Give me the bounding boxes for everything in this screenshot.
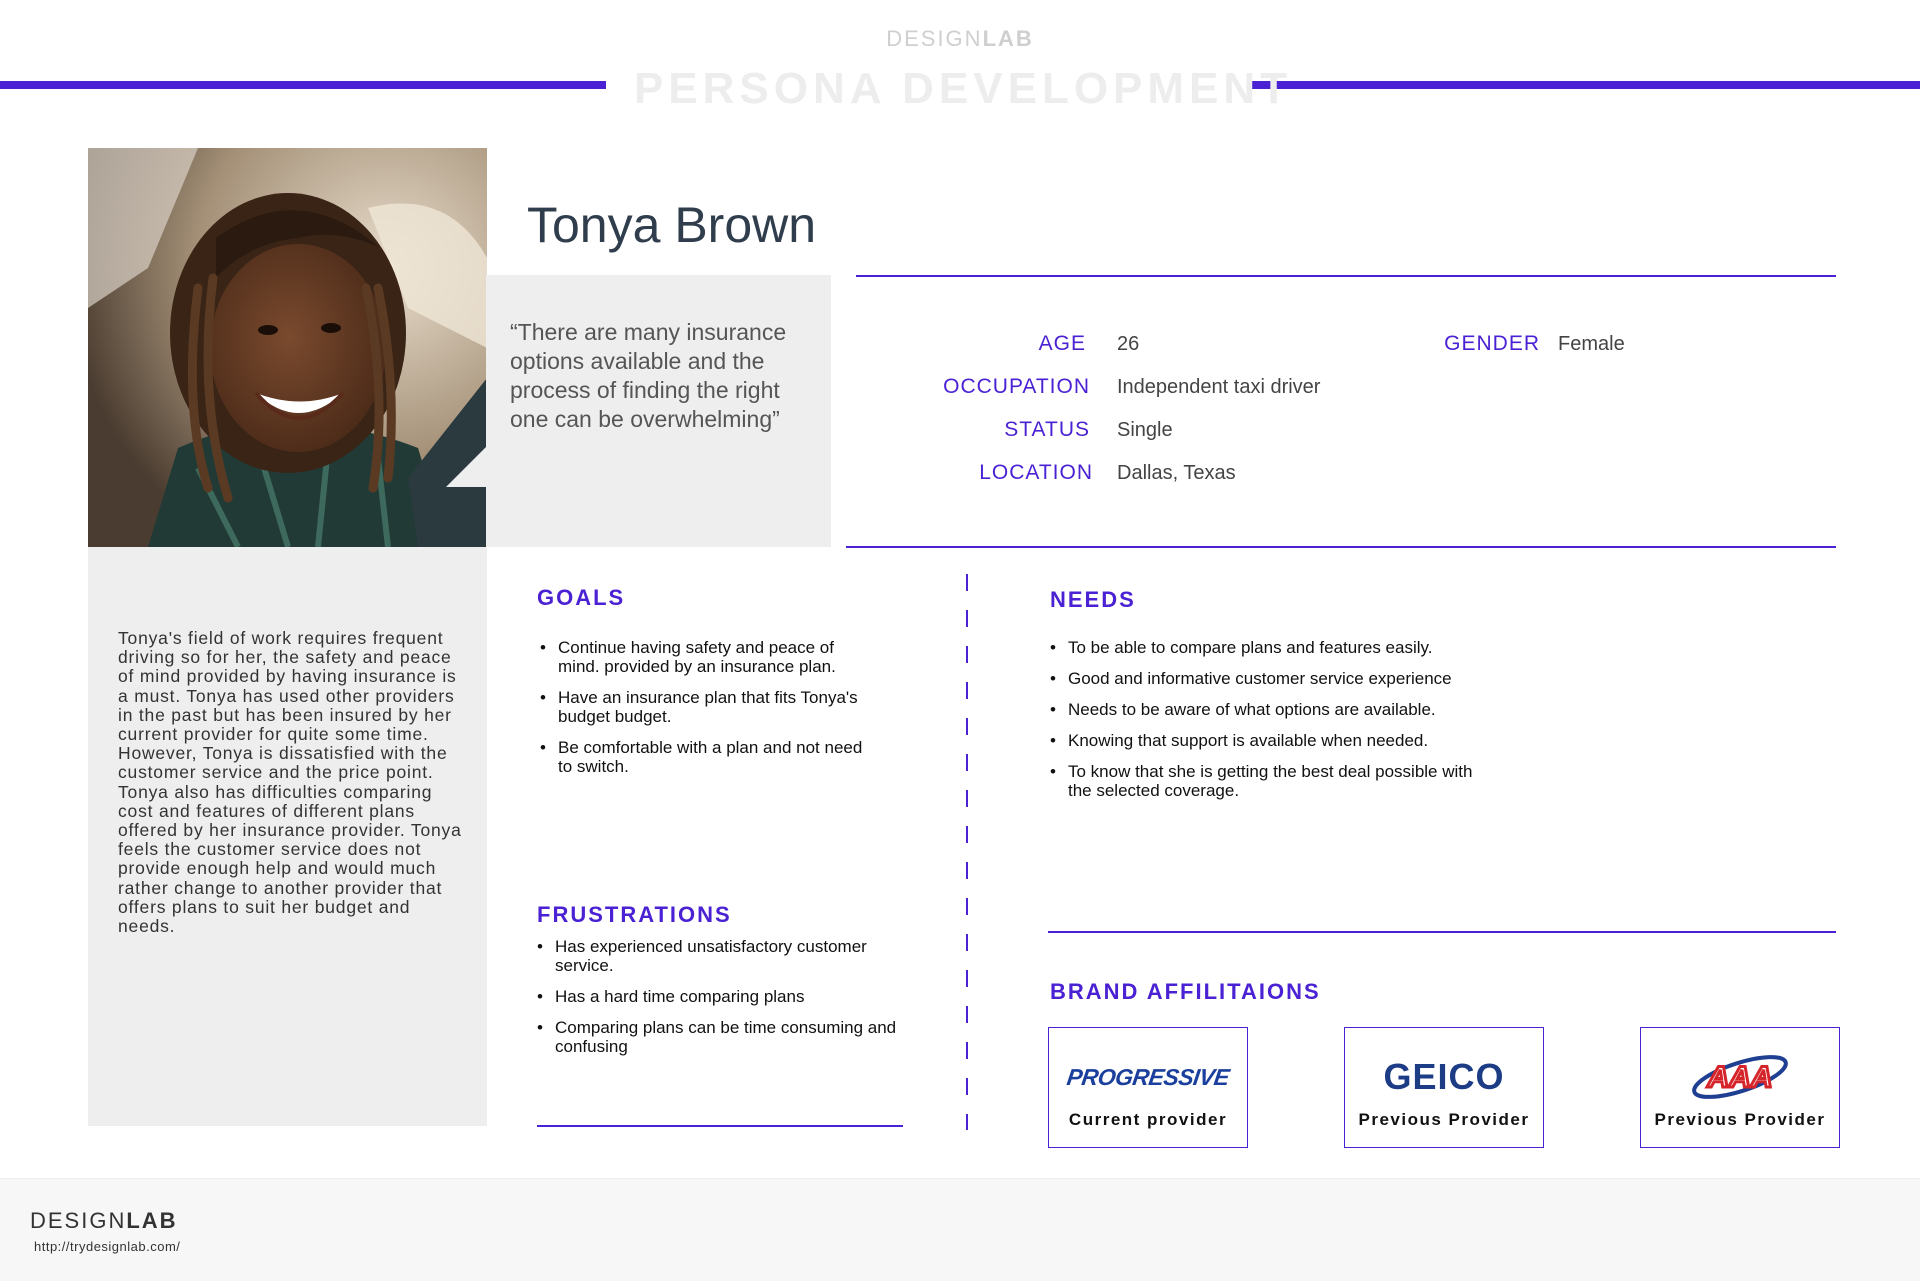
goals-heading: GOALS bbox=[537, 585, 626, 610]
brand-card-geico bbox=[1344, 1027, 1544, 1148]
geico-logo: GEICO bbox=[1383, 1056, 1505, 1097]
needs-underline bbox=[1048, 931, 1836, 933]
persona-name: Tonya Brown bbox=[527, 197, 817, 253]
name-underline bbox=[856, 275, 1836, 277]
needs-heading: NEEDS bbox=[1050, 587, 1136, 612]
list-item: • To know that she is getting the best deal possible with the selected coverage. bbox=[1048, 762, 1498, 800]
brand-card-aaa bbox=[1640, 1027, 1840, 1148]
age-label: AGE bbox=[1038, 332, 1086, 355]
footer-url[interactable]: http://trydesignlab.com/ bbox=[34, 1239, 181, 1254]
frustrations-list bbox=[535, 937, 905, 1068]
list-item: • Comparing plans can be time consuming and confusing bbox=[535, 1018, 905, 1056]
gender-label: GENDER bbox=[1444, 332, 1540, 355]
goals-list bbox=[538, 638, 868, 788]
list-item: • Knowing that support is available when needed. bbox=[1048, 731, 1498, 750]
list-item: • Have an insurance plan that fits Tonya's budget budget. bbox=[538, 688, 868, 726]
location-label: LOCATION bbox=[979, 461, 1093, 484]
list-item: • Needs to be aware of what options are available. bbox=[1048, 700, 1498, 719]
frustrations-heading: FRUSTRATIONS bbox=[537, 902, 732, 927]
occupation-value: Independent taxi driver bbox=[1117, 376, 1321, 398]
list-item: • Continue having safety and peace of mind. provided by an insurance plan. bbox=[538, 638, 868, 676]
header-brand: DESIGNLAB bbox=[886, 26, 1034, 51]
persona-photo bbox=[88, 148, 487, 547]
list-item: • Has experienced unsatisfactory customer service. bbox=[535, 937, 905, 975]
status-label: STATUS bbox=[1004, 418, 1090, 441]
svg-text:AAA: AAA bbox=[1707, 1061, 1773, 1094]
list-item: • Be comfortable with a plan and not need to switch. bbox=[538, 738, 868, 776]
list-item: • Good and informative customer service experience bbox=[1048, 669, 1498, 688]
list-item: • To be able to compare plans and features easily. bbox=[1048, 638, 1498, 657]
brand-caption: Previous Provider bbox=[1654, 1110, 1826, 1129]
brand-caption: Previous Provider bbox=[1358, 1110, 1530, 1129]
progressive-logo: PROGRESSIVE bbox=[1065, 1063, 1231, 1090]
status-value: Single bbox=[1117, 419, 1173, 441]
brand-card-progressive bbox=[1048, 1027, 1248, 1148]
brand-caption: Current provider bbox=[1068, 1110, 1228, 1129]
gender-value: Female bbox=[1558, 333, 1625, 355]
portrait-photo-icon bbox=[88, 148, 487, 547]
quote-pointer bbox=[446, 445, 488, 487]
stats-divider bbox=[846, 546, 1836, 548]
header-rule-left bbox=[0, 81, 606, 89]
aaa-logo bbox=[1641, 1054, 1839, 1100]
age-value: 26 bbox=[1117, 333, 1140, 355]
needs-list bbox=[1048, 638, 1498, 812]
page-title: PERSONA DEVELOPMENT bbox=[633, 64, 1293, 113]
occupation-label: OCCUPATION bbox=[943, 375, 1090, 398]
persona-quote: “There are many insurance options available and the process of finding the right one can be overwhelming” bbox=[510, 319, 787, 432]
list-item: • Has a hard time comparing plans bbox=[535, 987, 905, 1006]
column-divider bbox=[966, 574, 968, 1130]
frustrations-underline bbox=[537, 1125, 903, 1127]
footer-brand: DESIGNLAB bbox=[30, 1208, 178, 1233]
aaa-emblem-icon bbox=[1685, 1049, 1795, 1105]
persona-bio: Tonya's field of work requires frequent driving so for her, the safety and peace of mind provided by having insurance is a must. Tonya has used other providers in the past but has been insured by her current provider for quite some time. However, Tonya is dissatisfied with the customer service and the price point. Tonya also has difficulties comparing cost and features of different plans offered by her insurance provider. Tonya feels the customer service does not provide enough help and would much rather change to another provider that offers plans to suit her budget and needs. bbox=[118, 628, 462, 937]
brands-heading: BRAND AFFILITAIONS bbox=[1050, 979, 1321, 1004]
header-rule-right bbox=[1247, 81, 1920, 89]
location-value: Dallas, Texas bbox=[1117, 462, 1236, 484]
footer bbox=[0, 1178, 1920, 1281]
